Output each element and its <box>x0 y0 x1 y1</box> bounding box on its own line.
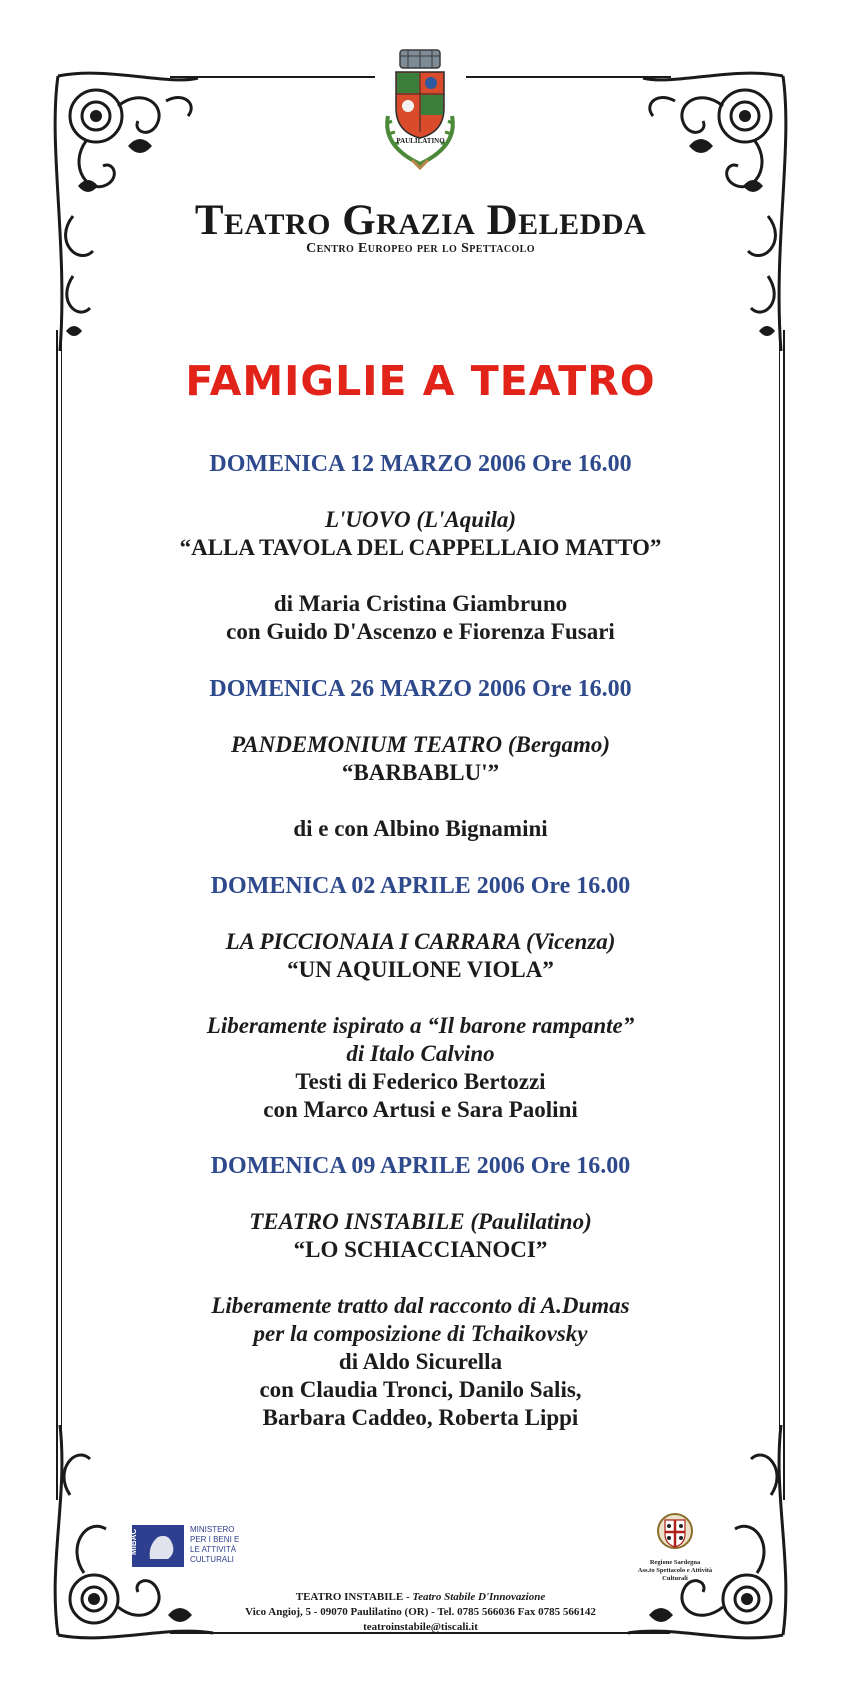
show-credit: di Maria Cristina Giambruno <box>273 591 568 616</box>
sardegna-text: Ass.to Spettacolo e Attività Culturali <box>637 1567 713 1582</box>
show-credit: di Aldo Sicurella <box>338 1349 503 1374</box>
footer-address: Vico Angioj, 5 - 09070 Paulilatino (OR) - Tel. 0785 566036 Fax 0785 566142 <box>245 1606 596 1618</box>
sardegna-logo <box>625 1512 725 1583</box>
theatre-title: Teatro Grazia Deledda <box>194 197 647 244</box>
show-credit: Liberamente tratto dal racconto di A.Dumas <box>211 1293 630 1318</box>
mibac-mark-icon <box>129 1525 184 1567</box>
footer-org: TEATRO INSTABILE <box>295 1591 404 1603</box>
show-company: LA PICCIONAIA I CARRARA (Vicenza) <box>225 929 616 954</box>
mibac-text: MINISTERO <box>190 1525 235 1534</box>
crest-label: PAULILATINO <box>396 137 445 145</box>
show-block <box>0 1152 841 1432</box>
show-credit: con Claudia Tronci, Danilo Salis, <box>259 1377 582 1402</box>
show-date: DOMENICA 12 MARZO 2006 Ore 16.00 <box>209 451 632 477</box>
show-credit: di Italo Calvino <box>346 1041 495 1066</box>
show-block <box>0 450 841 646</box>
mibac-text: LE ATTIVITÀ <box>190 1545 237 1554</box>
show-title: “BARBABLU'” <box>341 760 500 785</box>
show-block <box>0 872 841 1124</box>
show-date: DOMENICA 02 APRILE 2006 Ore 16.00 <box>210 873 631 899</box>
show-company: L'UOVO (L'Aquila) <box>324 507 517 532</box>
show-block <box>0 675 841 843</box>
show-credit: con Guido D'Ascenzo e Fiorenza Fusari <box>226 619 615 644</box>
show-credit: Barbara Caddeo, Roberta Lippi <box>262 1405 579 1430</box>
show-company: TEATRO INSTABILE (Paulilatino) <box>249 1209 592 1234</box>
sardegna-shield-icon <box>656 1512 694 1554</box>
show-credit: di e con Albino Bignamini <box>293 816 548 841</box>
show-title: “ALLA TAVOLA DEL CAPPELLAIO MATTO” <box>179 535 662 560</box>
show-title: “UN AQUILONE VIOLA” <box>287 957 554 982</box>
sardegna-text: Regione Sardegna <box>649 1559 701 1566</box>
show-title: “LO SCHIACCIANOCI” <box>293 1237 548 1262</box>
event-title: FAMIGLIE A TEATRO <box>185 357 656 405</box>
footer-org-desc: Teatro Stabile D'Innovazione <box>412 1591 546 1603</box>
show-date: DOMENICA 26 MARZO 2006 Ore 16.00 <box>209 676 632 702</box>
theatre-subtitle: Centro Europeo per lo Spettacolo <box>306 241 535 256</box>
mibac-text: CULTURALI <box>190 1555 234 1564</box>
show-credit: con Marco Artusi e Sara Paolini <box>263 1097 578 1122</box>
footer-email: teatroinstabile@tiscali.it <box>363 1621 478 1633</box>
show-date: DOMENICA 09 APRILE 2006 Ore 16.00 <box>210 1153 631 1179</box>
mibac-logo <box>129 1525 240 1567</box>
crest-icon <box>378 46 462 172</box>
show-company: PANDEMONIUM TEATRO (Bergamo) <box>230 732 611 757</box>
footer: TEATRO INSTABILE - Teatro Stabile D'Innovazione Vico Angioj, 5 - 09070 Paulilatino (OR) - Tel. 0785 566036 Fax 0785 566142 teatroinstabile@tiscali.it <box>0 1590 841 1635</box>
mibac-mark-text: MiBAC <box>129 1528 138 1555</box>
mibac-text: PER I BENI E <box>190 1535 240 1544</box>
show-credit: Liberamente ispirato a “Il barone rampante” <box>206 1013 635 1038</box>
show-credit: Testi di Federico Bertozzi <box>295 1069 546 1094</box>
show-credit: per la composizione di Tchaikovsky <box>253 1321 588 1346</box>
